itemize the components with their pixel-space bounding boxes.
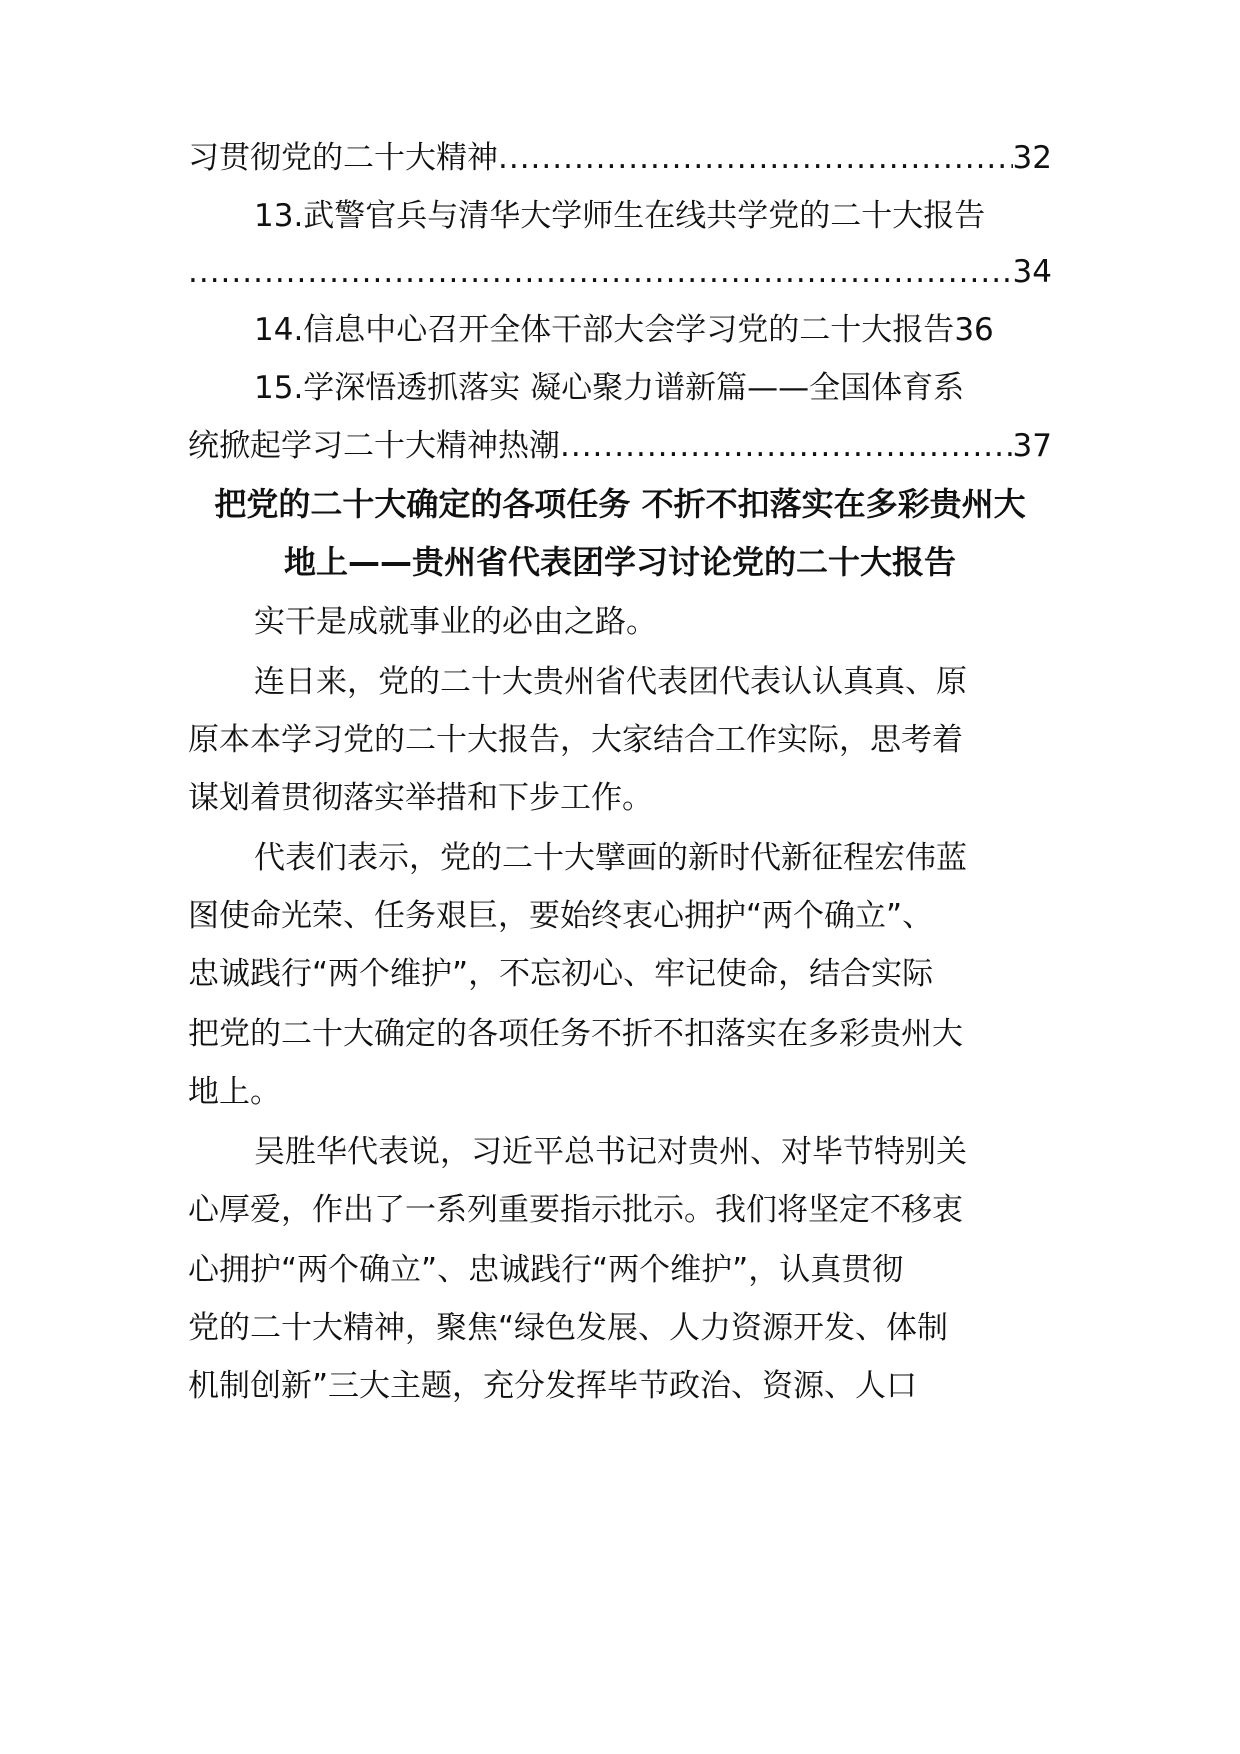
toc-dot-leader: [188, 252, 1013, 292]
toc-entry-text: 13.武警官兵与清华大学师生在线共学党的二十大报告: [254, 198, 986, 234]
body-line: 忠诚践行“两个维护”，不忘初心、牢记使命，结合实际: [188, 956, 934, 992]
body-line: 吴胜华代表说，习近平总书记对贵州、对毕节特别关: [254, 1134, 967, 1170]
toc-entry-15[interactable]: [254, 368, 1052, 408]
toc-entry-13-cont[interactable]: [188, 252, 1052, 292]
body-line: 图使命光荣、任务艰巨，要始终衷心拥护“两个确立”、: [188, 898, 934, 934]
body-line: 谋划着贯彻落实举措和下步工作。: [188, 780, 653, 816]
toc-dot-leader: [498, 138, 1013, 178]
body-line: 党的二十大精神，聚焦“绿色发展、人力资源开发、体制: [188, 1310, 949, 1346]
article-title-line-1: 把党的二十大确定的各项任务 不折不扣落实在多彩贵州大: [214, 485, 1026, 523]
toc-entry-12-cont[interactable]: [188, 138, 1052, 178]
toc-entry-text: 15.学深悟透抓落实 凝心聚力谱新篇——全国体育系: [254, 370, 965, 406]
article-title-line-2: 地上——贵州省代表团学习讨论党的二十大报告: [283, 543, 956, 581]
toc-page-number: 37: [1012, 428, 1052, 464]
body-line: 心拥护“两个确立”、忠诚践行“两个维护”，认真贯彻: [188, 1252, 904, 1288]
toc-entry-13[interactable]: [254, 196, 1052, 236]
body-line: 机制创新”三大主题，充分发挥毕节政治、资源、人口: [188, 1368, 918, 1404]
toc-page-number: 32: [1012, 140, 1052, 176]
body-line: 实干是成就事业的必由之路。: [254, 604, 657, 640]
toc-entry-15-cont[interactable]: [188, 426, 1052, 466]
body-line: 心厚爱，作出了一系列重要指示批示。我们将坚定不移衷: [188, 1192, 963, 1228]
toc-entry-text: 习贯彻党的二十大精神: [188, 140, 498, 176]
body-line: 代表们表示，党的二十大擘画的新时代新征程宏伟蓝: [254, 840, 967, 876]
body-line: 把党的二十大确定的各项任务不折不扣落实在多彩贵州大: [188, 1016, 963, 1052]
toc-page-number: 36: [954, 312, 994, 348]
toc-entry-text: 14.信息中心召开全体干部大会学习党的二十大报告: [254, 312, 955, 348]
toc-entry-text: 统掀起学习二十大精神热潮: [188, 428, 560, 464]
toc-entry-14[interactable]: [254, 310, 1052, 350]
body-line: 连日来，党的二十大贵州省代表团代表认认真真、原: [254, 664, 967, 700]
toc-page-number: 34: [1012, 254, 1052, 290]
toc-dot-leader: [560, 426, 1013, 466]
body-line: 原本本学习党的二十大报告，大家结合工作实际，思考着: [188, 722, 963, 758]
body-line: 地上。: [188, 1074, 281, 1110]
